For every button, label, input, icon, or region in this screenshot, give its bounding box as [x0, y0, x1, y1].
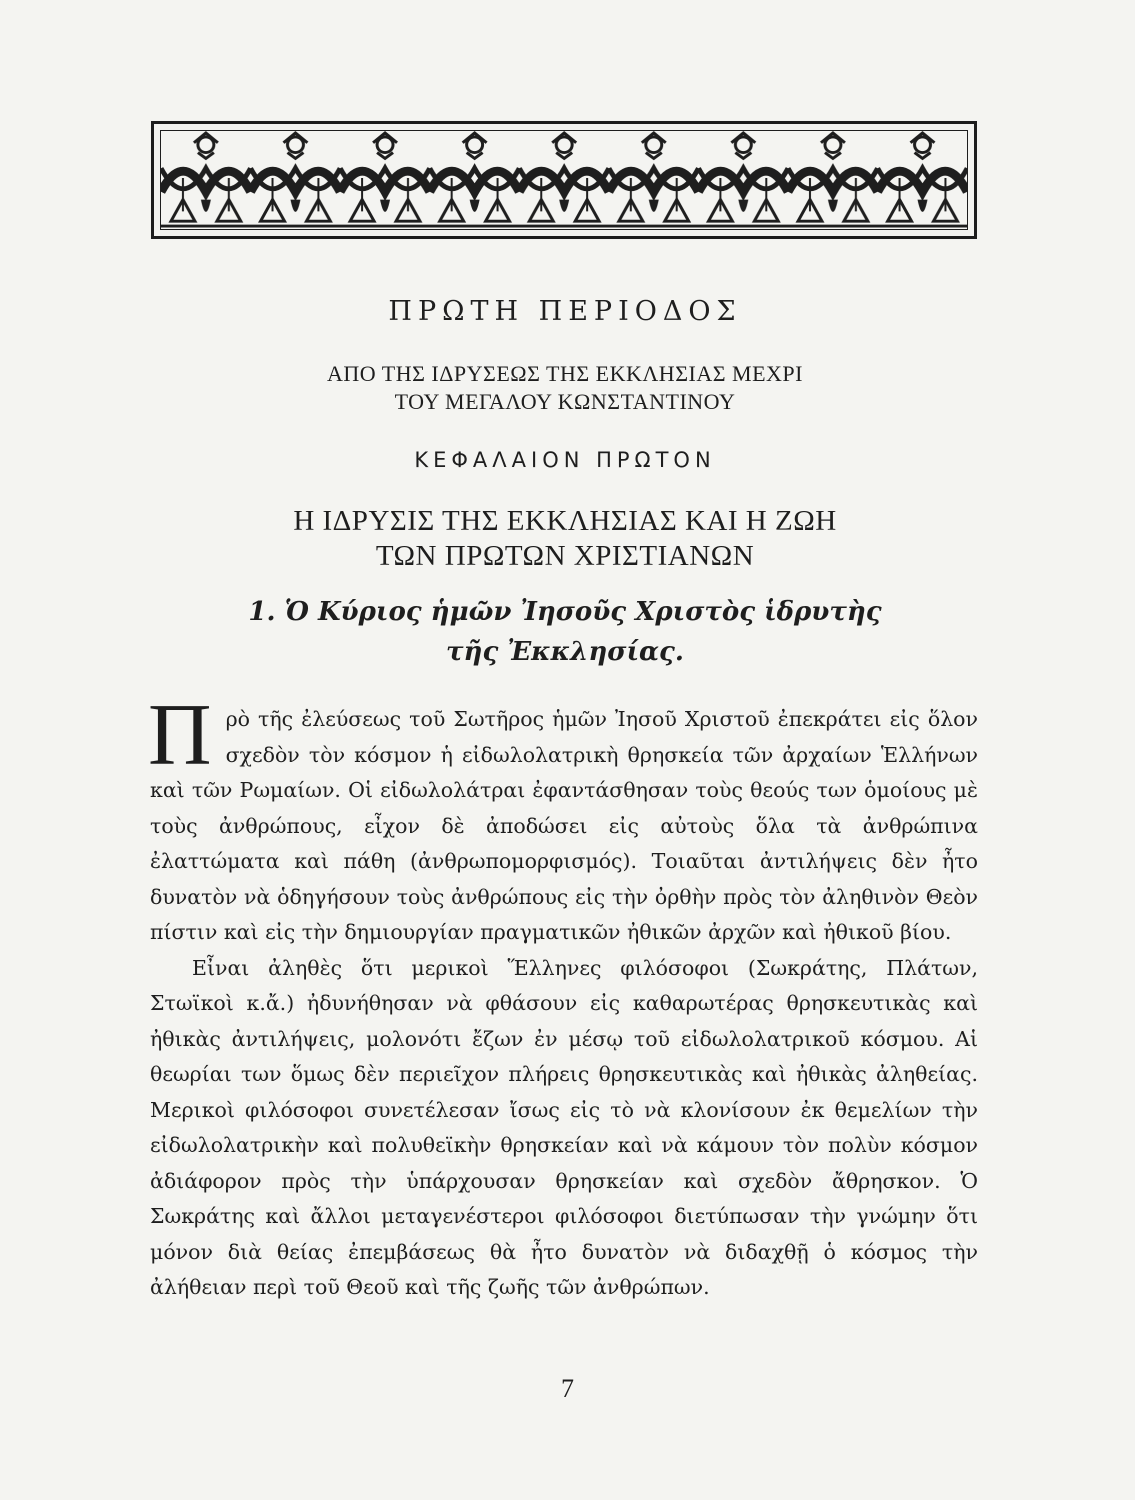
body-text — [148, 687, 978, 1306]
paragraph-text: ρὸ τῆς ἐλεύσεως τοῦ Σωτῆρος ἡμῶν Ἰησοῦ Χριστοῦ ἐπεκράτει εἰς ὅλον σχεδὸν τὸν κόσμον ἡ εἰδωλολατρικὴ θρησκεία τῶν ἀρχαίων Ἑλλήνων καὶ τῶν Ρωμαίων. Οἱ εἰδωλολάτραι ἐφαντάσθησαν τοὺς θεούς των ὁμοίους μὲ τοὺς ἀνθρώπους, εἶχον δὲ ἀποδώσει εἰς αὐτοὺς ὅλα τὰ ἀνθρώπινα ἐλαττώματα καὶ πάθη (ἀνθρωπομορφισμός). Τοιαῦται ἀντιλήψεις δὲν ἦτο δυνατὸν νὰ ὁδηγήσουν τοὺς ἀνθρώπους εἰς τὴν ὀρθὴν πρὸς τὸν ἀληθινὸν Θεὸν πίστιν καὶ εἰς τὴν δημιουργίαν πραγματικῶν ἠθικῶν ἀρχῶν καὶ ἠθικοῦ βίου. — [150, 707, 978, 944]
paragraph — [150, 951, 978, 1306]
section-title — [150, 592, 980, 672]
section-title-line-1: 1. Ὁ Κύριος ἡμῶν Ἰησοῦς Χριστὸς ἱδρυτὴς — [248, 597, 882, 627]
section-title-line-2: τῆς Ἐκκλησίας. — [446, 637, 684, 667]
ornament-pattern-icon — [161, 131, 967, 229]
header-ornament — [151, 121, 977, 239]
period-line-2: ΤΟΥ ΜΕΓΑΛΟΥ ΚΩΝΣΤΑΝΤΙΝΟΥ — [394, 389, 736, 414]
part-title: ΠΡΩΤΗ ΠΕΡΙΟΔΟΣ — [388, 296, 742, 327]
chapter-title-line-2: ΤΩΝ ΠΡΩΤΩΝ ΧΡΙΣΤΙΑΝΩΝ — [375, 540, 755, 572]
paragraph-text: Εἶναι ἀληθὲς ὅτι μερικοὶ Ἕλληνες φιλόσοφοι (Σωκράτης, Πλάτων, Στωϊκοὶ κ.ἄ.) ἠδυνήθησαν νὰ φθάσουν εἰς καθαρωτέρας θρησκευτικὰς καὶ ἠθικὰς ἀντιλήψεις, μολονότι ἔζων ἐν μέσῳ τοῦ εἰδωλολατρικοῦ κόσμου. Αἱ θεωρίαι των ὅμως δὲν περιεῖχον πλήρεις θρησκευτικὰς καὶ ἠθικὰς ἀληθείας. Μερικοὶ φιλόσοφοι συνετέλεσαν ἴσως εἰς τὸ νὰ κλονίσουν ἐκ θεμελίων τὴν εἰδωλολατρικὴν καὶ πολυθεϊκὴν θρησκείαν καὶ νὰ κάμουν τὸν πολὺν κόσμον ἀδιάφορον πρὸς τὴν ὑπάρχουσαν θρησκείαν καὶ σχεδὸν ἄθρησκον. Ὁ Σωκράτης καὶ ἄλλοι μεταγενέστεροι φιλόσοφοι διετύπωσαν τὴν γνώμην ὅτι μόνον διὰ θείας ἐπεμβάσεως θὰ ἦτο δυνατὸν νὰ διδαχθῇ ὁ κόσμος τὴν ἀλήθειαν περὶ τοῦ Θεοῦ καὶ τῆς ζωῆς τῶν ἀνθρώπων. — [150, 955, 978, 1299]
drop-cap: Π — [148, 687, 212, 784]
chapter-heading: ΚΕΦΑΛΑΙΟΝ ΠΡΩΤΟΝ — [414, 448, 716, 472]
period-line-1: ΑΠΟ ΤΗΣ ΙΔΡΥΣΕΩΣ ΤΗΣ ΕΚΚΛΗΣΙΑΣ ΜΕΧΡΙ — [327, 361, 803, 386]
paragraph — [148, 687, 978, 951]
chapter-title-line-1: Η ΙΔΡΥΣΙΣ ΤΗΣ ΕΚΚΛΗΣΙΑΣ ΚΑΙ Η ΖΩΗ — [293, 505, 837, 537]
chapter-title — [150, 504, 980, 574]
period-subtitle — [150, 360, 980, 416]
page-number: 7 — [561, 1374, 574, 1403]
